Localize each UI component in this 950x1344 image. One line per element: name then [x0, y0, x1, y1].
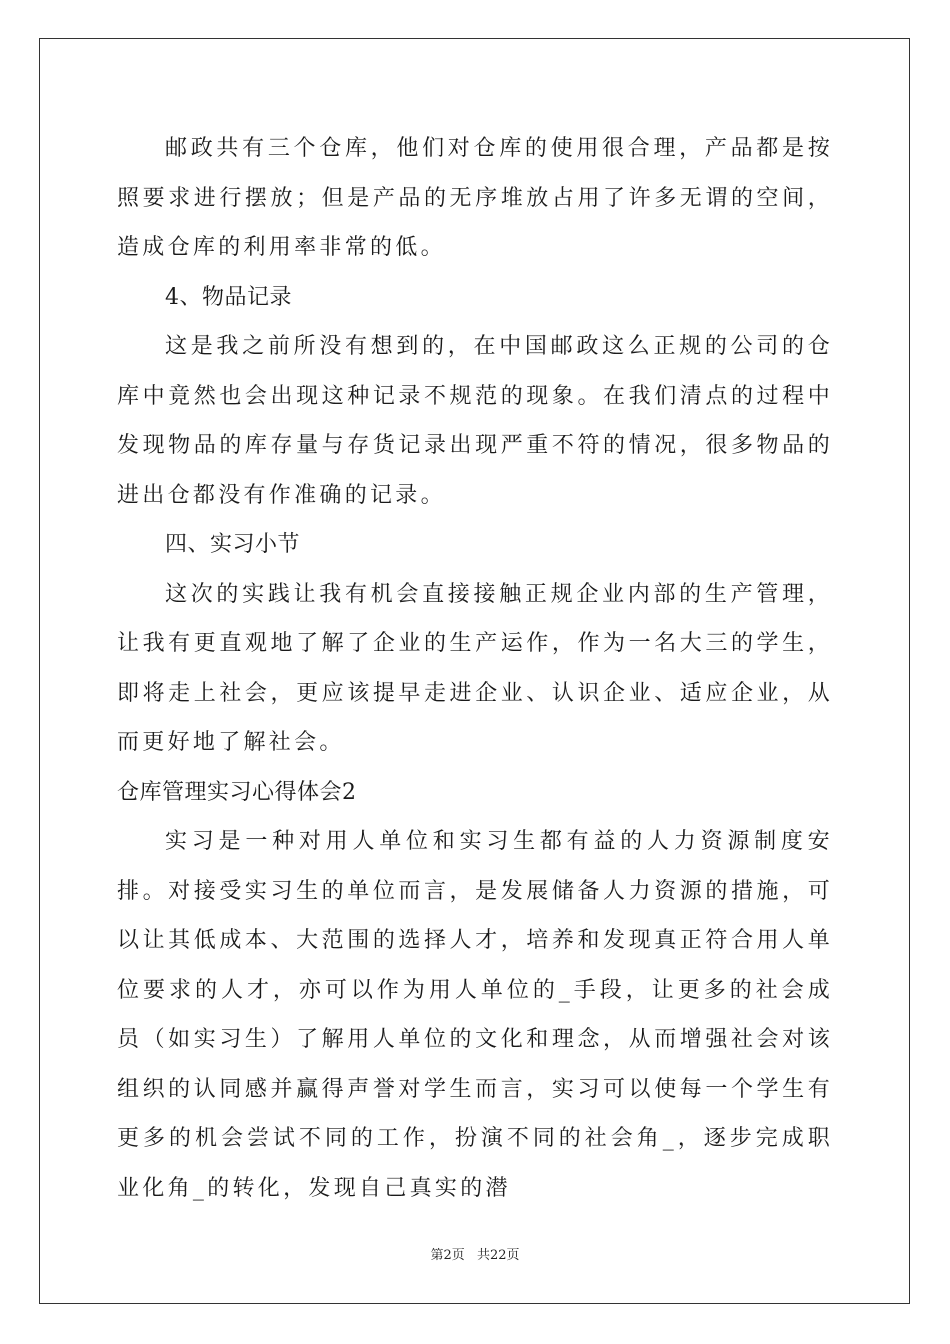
page-footer — [0, 1244, 950, 1263]
document-body — [117, 124, 833, 1213]
article-title-2: 仓库管理实习心得体会2 — [117, 779, 357, 805]
paragraph-warehouse-usage: 邮政共有三个仓库，他们对仓库的使用很合理，产品都是按照要求进行摆放；但是产品的无序堆放占用了许多无谓的空间，造成仓库的利用率非常的低。 — [117, 136, 833, 260]
section-heading-item-records: 4、物品记录 — [165, 284, 292, 310]
page-total: 共22页 — [476, 1248, 520, 1263]
page-number: 第2页 — [430, 1248, 465, 1263]
paragraph-item-records: 这是我之前所没有想到的，在中国邮政这么正规的公司的仓库中竟然也会出现这种记录不规范的现象。在我们清点的过程中发现物品的库存量与存货记录出现严重不符的情况，很多物品的进出仓都没有作准确的记录。 — [117, 334, 833, 508]
section-heading-internship-summary: 四、实习小节 — [165, 532, 301, 557]
paragraph-internship-summary: 这次的实践让我有机会直接接触正规企业内部的生产管理，让我有更直观地了解了企业的生产运作，作为一名大三的学生，即将走上社会，更应该提早走进企业、认识企业、适应企业，从而更好地了解社会。 — [117, 581, 833, 755]
paragraph-internship-intro: 实习是一种对用人单位和实习生都有益的人力资源制度安排。对接受实习生的单位而言，是发展储备人力资源的措施，可以让其低成本、大范围的选择人才，培养和发现真正符合用人单位要求的人才，亦可以作为用人单位的_手段，让更多的社会成员（如实习生）了解用人单位的文化和理念，从而增强社会对该组织的认同感并赢得声誉对学生而言，实习可以使每一个学生有更多的机会尝试不同的工作，扮演不同的社会角_，逐步完成职业化角_的转化，发现自己真实的潜 — [117, 829, 833, 1201]
